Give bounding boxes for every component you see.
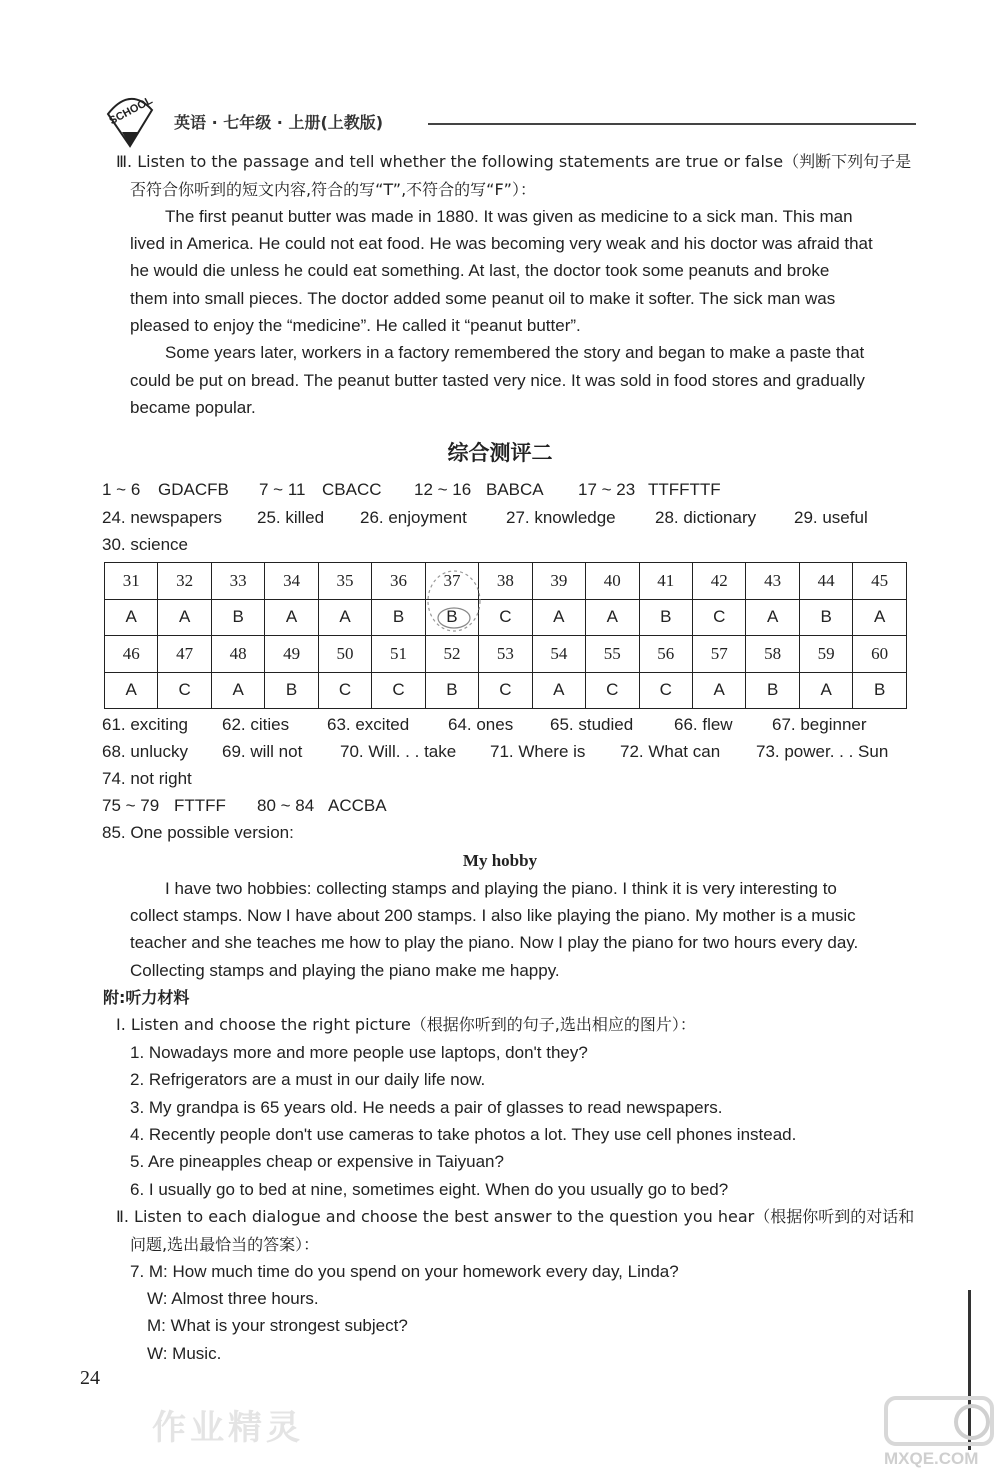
answer-item: 67. beginner bbox=[772, 715, 867, 734]
part3-heading: Ⅲ. Listen to the passage and tell whether the following statements are true or false（判断下列句子是 bbox=[116, 152, 912, 171]
listening-item: 2. Refrigerators are a must in our daily life now. bbox=[130, 1070, 486, 1089]
answer-item: 85. One possible version: bbox=[102, 823, 294, 842]
essay-line: collect stamps. Now I have about 200 stamps. I also like playing the piano. My mother is a music bbox=[130, 906, 856, 925]
table-cell-answer: A bbox=[532, 599, 585, 636]
answer-value: FTTFF bbox=[174, 796, 226, 815]
table-cell-answer: A bbox=[692, 672, 745, 709]
answer-item: 69. will not bbox=[222, 742, 303, 761]
answer-item: 29. useful bbox=[794, 508, 868, 527]
range-label: 12 ~ 16 bbox=[414, 480, 472, 499]
range-label: 75 ~ 79 bbox=[102, 796, 160, 815]
table-cell-number: 38 bbox=[479, 563, 532, 600]
table-cell-number: 40 bbox=[586, 563, 639, 600]
dialogue-line: W: Almost three hours. bbox=[147, 1289, 319, 1308]
table-cell-number: 42 bbox=[692, 563, 745, 600]
site-watermark-icon bbox=[880, 1392, 998, 1470]
table-cell-number: 50 bbox=[318, 636, 371, 673]
table-cell-number: 55 bbox=[586, 636, 639, 673]
table-cell-answer: A bbox=[265, 599, 318, 636]
answer-item: 27. knowledge bbox=[506, 508, 616, 527]
essay-line: teacher and she teaches me how to play the piano. Now I play the piano for two hours every day. bbox=[130, 933, 859, 952]
table-row-letters-2 bbox=[105, 672, 907, 709]
table-cell-number: 44 bbox=[799, 563, 852, 600]
passage-line: pleased to enjoy the “medicine”. He called it “peanut butter”. bbox=[130, 316, 581, 335]
table-cell-answer: C bbox=[158, 672, 211, 709]
table-cell-answer: A bbox=[105, 672, 158, 709]
answer-table bbox=[104, 562, 907, 709]
part1-heading: Ⅰ. Listen and choose the right picture（根据你听到的句子,选出相应的图片）： bbox=[116, 1015, 696, 1034]
answer-item: 61. exciting bbox=[102, 715, 188, 734]
answer-item: 25. killed bbox=[257, 508, 325, 527]
essay-title: My hobby bbox=[462, 851, 538, 870]
passage-line: could be put on bread. The peanut butter tasted very nice. It was sold in food stores and gradually bbox=[130, 371, 865, 390]
table-cell-number: 34 bbox=[265, 563, 318, 600]
table-cell-number: 31 bbox=[105, 563, 158, 600]
part3-heading-cont: 否符合你听到的短文内容,符合的写“T”,不符合的写“F”）： bbox=[130, 180, 536, 199]
answer-value: CBACC bbox=[322, 480, 382, 499]
answer-item: 64. ones bbox=[448, 715, 514, 734]
passage-line: he would die unless he could eat something. At last, the doctor took some peanuts and broke bbox=[130, 261, 830, 280]
range-label: 1 ~ 6 bbox=[102, 480, 141, 499]
stamp-mark-icon bbox=[425, 568, 483, 634]
answer-value: ACCBA bbox=[328, 796, 387, 815]
logo-text: SCHOOL bbox=[107, 94, 155, 128]
table-cell-number: 58 bbox=[746, 636, 799, 673]
essay-line: I have two hobbies: collecting stamps and playing the piano. I think it is very interesting to bbox=[165, 879, 837, 898]
passage-line: became popular. bbox=[130, 398, 256, 417]
answer-value: GDACFB bbox=[158, 480, 229, 499]
table-cell-answer: B bbox=[799, 599, 852, 636]
answer-item: 26. enjoyment bbox=[360, 508, 467, 527]
table-cell-answer: C bbox=[639, 672, 692, 709]
passage-line: lived in America. He could not eat food. He was becoming very weak and his doctor was afraid that bbox=[130, 234, 873, 253]
table-cell-number: 35 bbox=[318, 563, 371, 600]
faint-watermark-text: 作业精灵 bbox=[152, 1408, 304, 1448]
dialogue-line: 7. M: How much time do you spend on your homework every day, Linda? bbox=[130, 1262, 679, 1281]
part2-heading: Ⅱ. Listen to each dialogue and choose the best answer to the question you hear（根据你听到的对话和 bbox=[116, 1207, 915, 1226]
table-cell-number: 57 bbox=[692, 636, 745, 673]
answer-item: 28. dictionary bbox=[655, 508, 757, 527]
table-row-letters-1 bbox=[105, 599, 907, 636]
answer-item: 73. power. . . Sun bbox=[756, 742, 889, 761]
listening-item: 4. Recently people don't use cameras to take photos a lot. They use cell phones instead. bbox=[130, 1125, 797, 1144]
table-cell-answer: B bbox=[425, 672, 478, 709]
listening-item: 6. I usually go to bed at nine, sometimes eight. When do you usually go to bed? bbox=[130, 1180, 729, 1199]
answer-item: 24. newspapers bbox=[102, 508, 223, 527]
answer-item: 70. Will. . . take bbox=[340, 742, 457, 761]
table-cell-number: 37 bbox=[425, 563, 478, 600]
table-cell-answer: A bbox=[158, 599, 211, 636]
table-cell-number: 48 bbox=[211, 636, 264, 673]
part2-heading-cont: 问题,选出最恰当的答案）： bbox=[130, 1235, 320, 1254]
answer-item: 66. flew bbox=[674, 715, 733, 734]
table-cell-answer: A bbox=[532, 672, 585, 709]
table-cell-number: 52 bbox=[425, 636, 478, 673]
essay-line: Collecting stamps and playing the piano make me happy. bbox=[130, 961, 560, 980]
answer-item: 68. unlucky bbox=[102, 742, 188, 761]
header-title: 英语 · 七年级 · 上册(上教版) bbox=[174, 113, 384, 132]
table-cell-number: 39 bbox=[532, 563, 585, 600]
table-cell-answer: C bbox=[479, 599, 532, 636]
answer-value: BABCA bbox=[486, 480, 544, 499]
range-label: 7 ~ 11 bbox=[259, 480, 306, 499]
table-cell-number: 49 bbox=[265, 636, 318, 673]
table-row-numbers-1 bbox=[105, 563, 907, 600]
table-cell-number: 46 bbox=[105, 636, 158, 673]
table-cell-number: 33 bbox=[211, 563, 264, 600]
table-cell-number: 51 bbox=[372, 636, 425, 673]
range-label: 80 ~ 84 bbox=[257, 796, 315, 815]
section-title: 综合测评二 bbox=[447, 441, 553, 465]
answer-item: 65. studied bbox=[550, 715, 634, 734]
table-cell-answer: C bbox=[318, 672, 371, 709]
table-cell-number: 59 bbox=[799, 636, 852, 673]
table-cell-answer: C bbox=[479, 672, 532, 709]
table-cell-number: 47 bbox=[158, 636, 211, 673]
table-cell-answer: B bbox=[372, 599, 425, 636]
table-cell-number: 53 bbox=[479, 636, 532, 673]
answer-item: 71. Where is bbox=[490, 742, 586, 761]
table-cell-number: 36 bbox=[372, 563, 425, 600]
range-label: 17 ~ 23 bbox=[578, 480, 636, 499]
answer-item: 74. not right bbox=[102, 769, 192, 788]
watermark-text: MXQE.COM bbox=[884, 1449, 979, 1468]
table-row-numbers-2 bbox=[105, 636, 907, 673]
table-cell-number: 60 bbox=[853, 636, 907, 673]
table-cell-answer: C bbox=[372, 672, 425, 709]
table-cell-answer: B bbox=[265, 672, 318, 709]
table-cell-answer: A bbox=[318, 599, 371, 636]
dialogue-line: W: Music. bbox=[147, 1344, 222, 1363]
answer-item: 63. excited bbox=[327, 715, 410, 734]
table-cell-number: 54 bbox=[532, 636, 585, 673]
table-cell-answer: A bbox=[586, 599, 639, 636]
header-rule bbox=[428, 123, 916, 125]
table-cell-answer: B bbox=[853, 672, 907, 709]
answer-item: 30. science bbox=[102, 535, 188, 554]
table-cell-answer: C bbox=[586, 672, 639, 709]
table-cell-number: 45 bbox=[853, 563, 907, 600]
school-logo-icon bbox=[100, 88, 160, 148]
table-cell-answer: A bbox=[211, 672, 264, 709]
answer-item: 72. What can bbox=[620, 742, 721, 761]
answer-item: 62. cities bbox=[222, 715, 290, 734]
table-cell-answer: C bbox=[692, 599, 745, 636]
listening-item: 5. Are pineapples cheap or expensive in Taiyuan? bbox=[130, 1152, 504, 1171]
table-cell-answer: A bbox=[799, 672, 852, 709]
passage-line: Some years later, workers in a factory remembered the story and began to make a paste that bbox=[165, 343, 865, 362]
listening-item: 3. My grandpa is 65 years old. He needs a pair of glasses to read newspapers. bbox=[130, 1098, 723, 1117]
table-cell-number: 56 bbox=[639, 636, 692, 673]
passage-line: them into small pieces. The doctor added some peanut oil to make it softer. The sick man was bbox=[130, 289, 836, 308]
table-cell-number: 43 bbox=[746, 563, 799, 600]
dialogue-line: M: What is your strongest subject? bbox=[147, 1316, 408, 1335]
appendix-label: 附:听力材料 bbox=[103, 988, 190, 1007]
page-number: 24 bbox=[80, 1367, 100, 1389]
table-cell-answer: B bbox=[425, 599, 478, 636]
answer-value: TTFFTTF bbox=[648, 480, 721, 499]
table-cell-number: 32 bbox=[158, 563, 211, 600]
table-cell-answer: A bbox=[105, 599, 158, 636]
table-cell-answer: A bbox=[853, 599, 907, 636]
table-cell-number: 41 bbox=[639, 563, 692, 600]
table-cell-answer: B bbox=[746, 672, 799, 709]
listening-item: 1. Nowadays more and more people use laptops, don't they? bbox=[130, 1043, 588, 1062]
table-cell-answer: A bbox=[746, 599, 799, 636]
passage-line: The first peanut butter was made in 1880. It was given as medicine to a sick man. This man bbox=[165, 207, 853, 226]
table-cell-answer: B bbox=[211, 599, 264, 636]
table-cell-answer: B bbox=[639, 599, 692, 636]
